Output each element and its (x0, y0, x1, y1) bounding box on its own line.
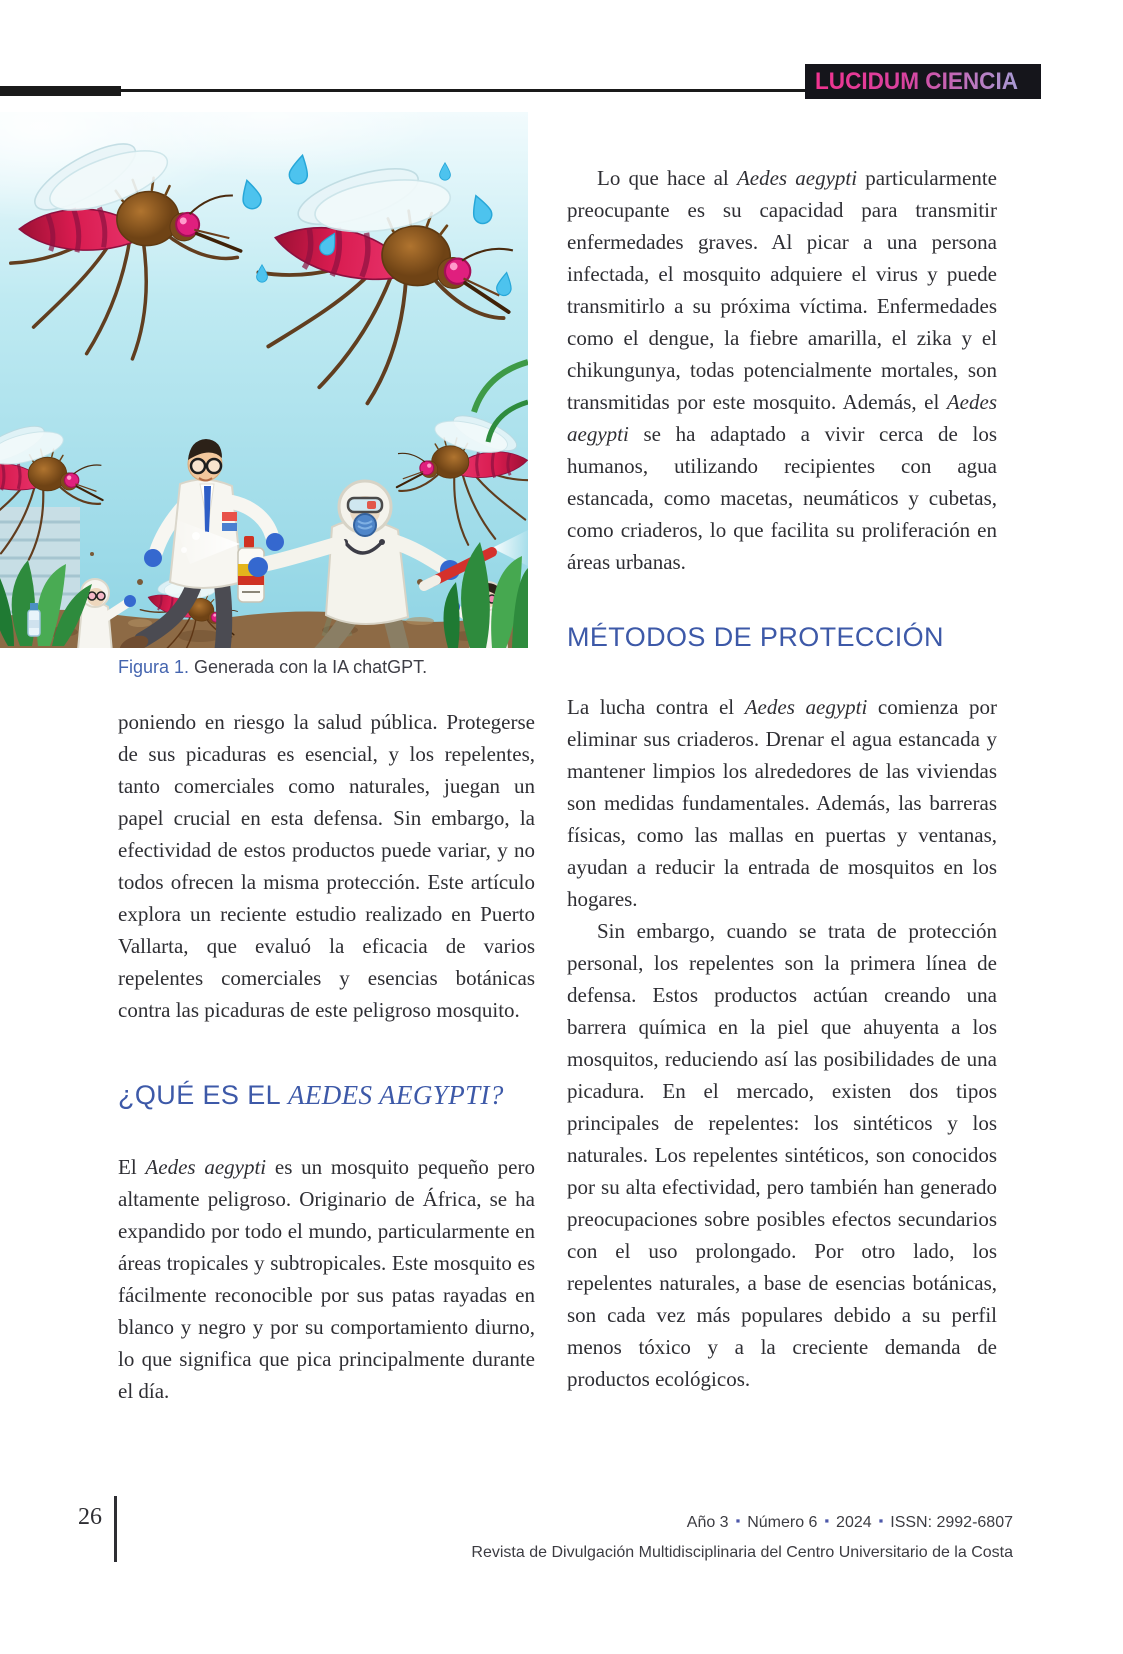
issue-info: Año 3 ▪ Número 6 ▪ 2024 ▪ ISSN: 2992-6807 (686, 1513, 1013, 1531)
right-column (567, 148, 997, 1395)
glove-icon (144, 549, 162, 567)
journal-logo (805, 64, 1041, 99)
glove-icon (248, 557, 268, 577)
paragraph-repellents: Sin embargo, cuando se trata de protección personal, los repelentes son la primera línea de defensa. Estos productos actúan creando una barrera química en la piel que ahuyenta a los mosquitos, reduciendo así las posibilidades de una picadura. En el mercado, existen dos tipos principales de repelentes: los sintéticos y los naturales. Los repelentes sintéticos, son conocidos por su alta efectividad, pero también han generado preocupaciones sobre posibles efectos secundarios con el uso prolongado. Por otro lado, los repelentes naturales, a base de esencias botánicas, son cada vez más populares debido a su perfil menos tóxico y a la creciente demanda de productos ecológicos. (567, 919, 997, 1392)
journal-name-footer: Revista de Divulgación Multidisciplinaria del Centro Universitario de la Costa (471, 1544, 1013, 1561)
paragraph-diseases: Lo que hace al Aedes aegypti particularmente preocupante es su capacidad para transmitir enfermedades graves. Al picar a una persona infectada, el mosquito adquiere el virus y puede transmitirlo a su próxima víctima. Enfermedades como el dengue, la fiebre amarilla, el zika y el chikungunya, todas potencialmente mortales, son transmitidas por este mosquito. Además, el Aedes aegypti se ha adaptado a vivir cerca de los humanos, utilizando recipientes con agua estancada, como macetas, neumáticos y cubetas, como criaderos, lo que facilita su proliferación en áreas urbanas. (567, 166, 997, 574)
goggles-icon (348, 498, 382, 512)
figure-caption-label: Figura 1. (118, 657, 190, 677)
section-heading-what-is: ¿QUÉ ES EL AEDES AEGYPTI? (118, 1080, 504, 1110)
glasses-icon (191, 459, 205, 473)
glove-icon (124, 595, 136, 607)
badge-icon (222, 512, 237, 521)
page-number: 26 (78, 1504, 102, 1530)
glove-icon (266, 533, 284, 551)
header-rule-accent (0, 86, 121, 96)
section-heading-protection: MÉTODOS DE PROTECCIÓN (567, 622, 944, 652)
left-column (118, 700, 535, 1407)
figure-caption-text: Generada con la IA chatGPT. (194, 657, 428, 677)
respirator-icon (354, 514, 376, 536)
glasses-icon (88, 592, 96, 600)
footer-divider (114, 1496, 117, 1562)
figure-caption (118, 657, 538, 678)
mosquito-scene-illustration (0, 112, 528, 648)
figure-illustration (0, 112, 528, 648)
paragraph-prevention: La lucha contra el Aedes aegypti comienza por eliminar sus criaderos. Drenar el agua estancada y mantener limpios los alrededores de las viviendas son medidas fundamentales. Además, las barreras físicas, como las mallas en puertas y ventanas, ayudan a reducir la entrada de mosquitos en los hogares. (567, 695, 997, 912)
paragraph-description: El Aedes aegypti es un mosquito pequeño pero altamente peligroso. Originario de África, se ha expandido por todo el mundo, particularmente en áreas tropicales y subtropicales. Este mosquito es fácilmente reconocible por sus patas rayadas en blanco y negro y por su comportamiento diurno, lo que significa que pica principalmente durante el día. (118, 1155, 535, 1404)
footer-info (471, 1506, 1013, 1568)
paragraph-intro: poniendo en riesgo la salud pública. Protegerse de sus picaduras es esencial, y los repelentes, tanto comerciales como naturales, juegan un papel crucial en esta defensa. Sin embargo, la efectividad de estos productos puede variar, y no todos ofrecen la misma protección. Este artículo explora un reciente estudio realizado en Puerto Vallarta, que evaluó la eficacia de varios repelentes comerciales y esencias botánicas contra las picaduras de este peligroso mosquito. (118, 710, 535, 1022)
journal-logo-text: LUCIDUM CIENCIA (815, 67, 1019, 95)
